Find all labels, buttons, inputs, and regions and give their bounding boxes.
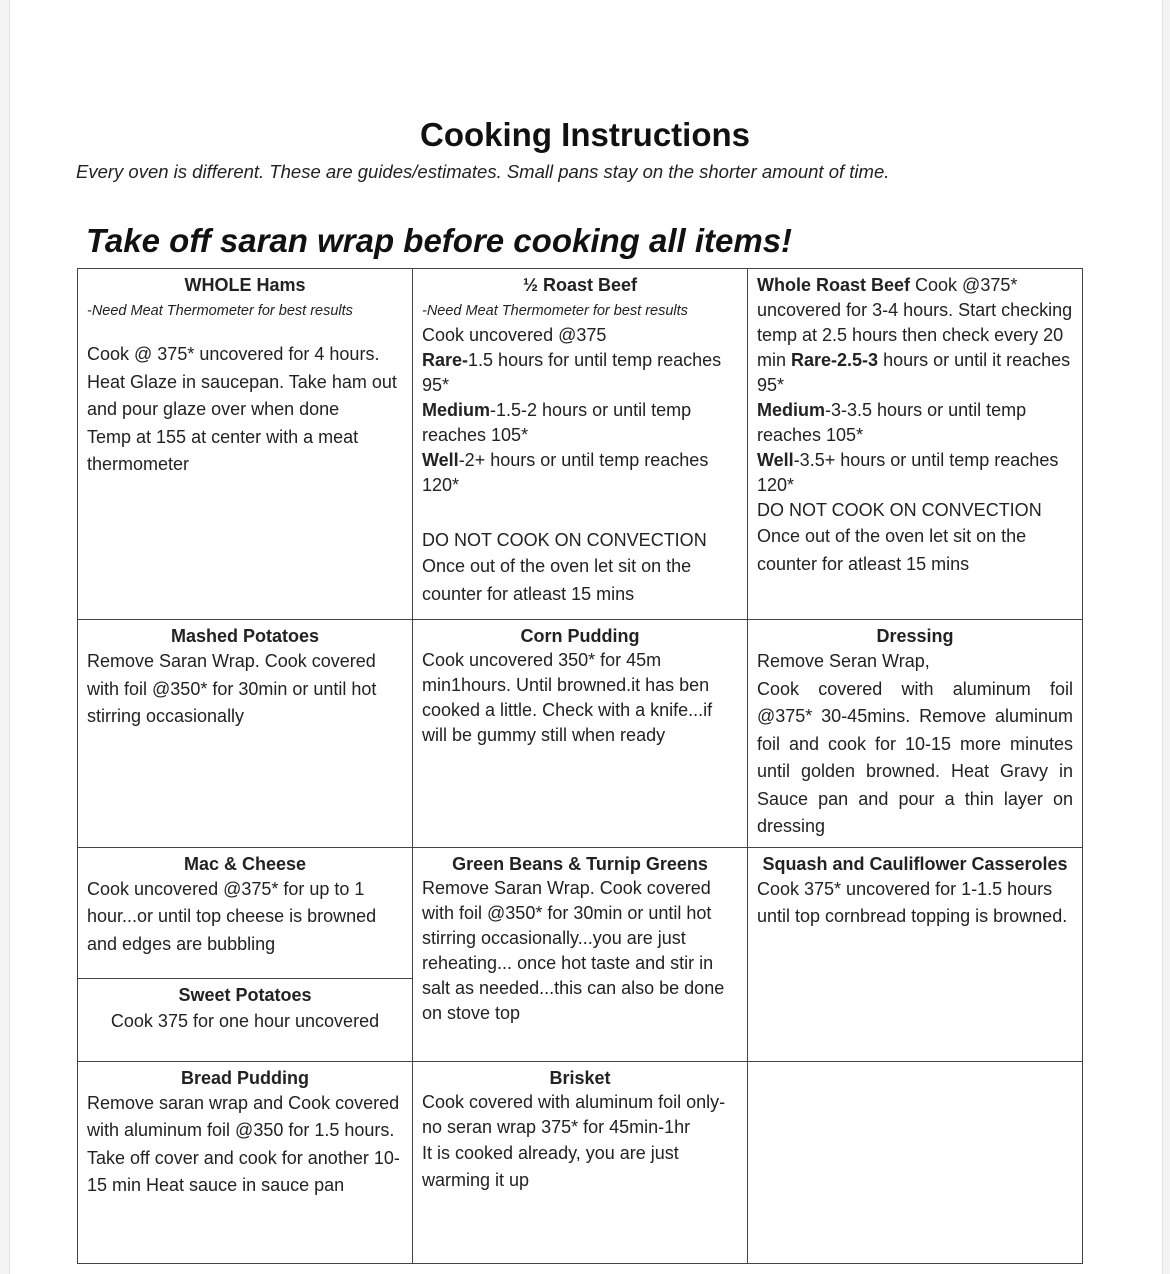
whole-hams-temp: Temp at 155 at center with a meat thermometer <box>87 426 359 474</box>
dressing-instructions: Cook covered with aluminum foil @375* 30-45mins. Remove aluminum foil and cook for 10-15 more minutes until golden browned. Heat Gravy in Sauce pan and pour a thin layer on dressing <box>757 678 1073 836</box>
green-beans-cell <box>413 847 748 1061</box>
cooking-instructions-table <box>77 268 1083 1264</box>
half-roast-beef-convection: DO NOT COOK ON CONVECTION <box>422 530 707 550</box>
half-roast-beef-heading: ½ Roast Beef <box>522 275 638 295</box>
corn-pudding-cell <box>413 620 748 848</box>
warning-banner: Take off saran wrap before cooking all items! <box>86 222 793 259</box>
page-title: Cooking Instructions <box>420 116 750 153</box>
half-roast-beef-line1: Cook uncovered @375 <box>422 325 607 345</box>
whole-roast-beef-cell <box>748 269 1083 620</box>
dressing-heading: Dressing <box>876 626 954 646</box>
brisket-note: It is cooked already, you are just warming it up <box>422 1142 679 1190</box>
empty-cell <box>748 1061 1083 1263</box>
mashed-potatoes-heading: Mashed Potatoes <box>170 626 320 646</box>
squash-cell <box>748 847 1083 1061</box>
mac-cheese-heading: Mac & Cheese <box>183 853 307 874</box>
corn-pudding-instructions: Cook uncovered 350* for 45m min1hours. Until browned.it has ben cooked a little. Check with a knife...if will be gummy still when ready <box>422 650 713 745</box>
corn-pudding-heading: Corn Pudding <box>520 626 640 646</box>
bread-pudding-instructions: Remove saran wrap and Cook covered with aluminum foil @350 for 1.5 hours. Take off cover and cook for another 10-15 min Heat sauce in sauce pan <box>87 1092 400 1195</box>
sweet-potatoes-instructions: Cook 375 for one hour uncovered <box>110 1010 380 1031</box>
mac-and-sweet-cell <box>78 847 413 1061</box>
half-roast-beef-medium: Medium-1.5-2 hours or until temp reaches 105* <box>422 400 692 445</box>
squash-instructions: Cook 375* uncovered for 1-1.5 hours until top cornbread topping is browned. <box>757 878 1068 926</box>
whole-roast-beef-intro: Whole Roast Beef Cook @375* uncovered for 3-4 hours. Start checking temp at 2.5 hours then check every 20 min Rare-2.5-3 hours or until it reaches 95* <box>757 275 1073 395</box>
half-roast-beef-well: Well-2+ hours or until temp reaches 120* <box>422 450 709 495</box>
brisket-heading: Brisket <box>549 1067 611 1088</box>
whole-hams-cell <box>78 269 413 620</box>
mac-cheese-instructions: Cook uncovered @375* for up to 1 hour...or until top cheese is browned and edges are bubbling <box>87 878 377 954</box>
mashed-potatoes-instructions: Remove Saran Wrap. Cook covered with foil @350* for 30min or until hot stirring occasionally <box>87 651 377 726</box>
half-roast-beef-rare: Rare-1.5 hours for until temp reaches 95* <box>422 350 722 395</box>
bread-pudding-heading: Bread Pudding <box>180 1067 309 1088</box>
table-row <box>78 1061 1083 1263</box>
mac-cheese-section <box>78 848 412 979</box>
squash-heading: Squash and Cauliflower Casseroles <box>762 853 1068 874</box>
table-row <box>78 269 1083 620</box>
brisket-instructions: Cook covered with aluminum foil only-no seran wrap 375* for 45min-1hr <box>422 1091 726 1137</box>
half-roast-beef-cell <box>413 269 748 620</box>
brisket-cell <box>413 1061 748 1263</box>
mashed-potatoes-cell <box>78 620 413 848</box>
page-subtitle: Every oven is different. These are guides/estimates. Small pans stay on the shorter amount of time. <box>76 161 890 182</box>
green-beans-heading: Green Beans & Turnip Greens <box>452 853 708 874</box>
whole-hams-heading: WHOLE Hams <box>184 275 306 295</box>
dressing-line1: Remove Seran Wrap, <box>757 651 930 671</box>
half-roast-beef-note: -Need Meat Thermometer for best results <box>422 303 688 319</box>
whole-roast-beef-medium: Medium-3-3.5 hours or until temp reaches 105* <box>757 400 1027 445</box>
whole-roast-beef-heading: Whole Roast Beef <box>757 275 911 295</box>
dressing-cell <box>748 620 1083 848</box>
whole-hams-instructions: Cook @ 375* uncovered for 4 hours. Heat Glaze in saucepan. Take ham out and pour glaze over when done <box>87 344 397 419</box>
whole-hams-note: -Need Meat Thermometer for best results <box>87 303 353 319</box>
table-row <box>78 620 1083 848</box>
whole-roast-beef-rest: Once out of the oven let sit on the counter for atleast 15 mins <box>757 526 1027 574</box>
sweet-potatoes-heading: Sweet Potatoes <box>178 984 312 1005</box>
whole-roast-beef-convection: DO NOT COOK ON CONVECTION <box>757 500 1042 520</box>
table-row <box>78 847 1083 1061</box>
half-roast-beef-rest: Once out of the oven let sit on the counter for atleast 15 mins <box>422 556 692 604</box>
green-beans-instructions: Remove Saran Wrap. Cook covered with foil @350* for 30min or until hot stirring occasionally...you are just reheating... once hot taste and stir in salt as needed...this can also be done on stove top <box>422 877 725 1023</box>
whole-roast-beef-well: Well-3.5+ hours or until temp reaches 120* <box>757 450 1059 495</box>
bread-pudding-cell <box>78 1061 413 1263</box>
sweet-potatoes-section <box>78 979 412 1041</box>
